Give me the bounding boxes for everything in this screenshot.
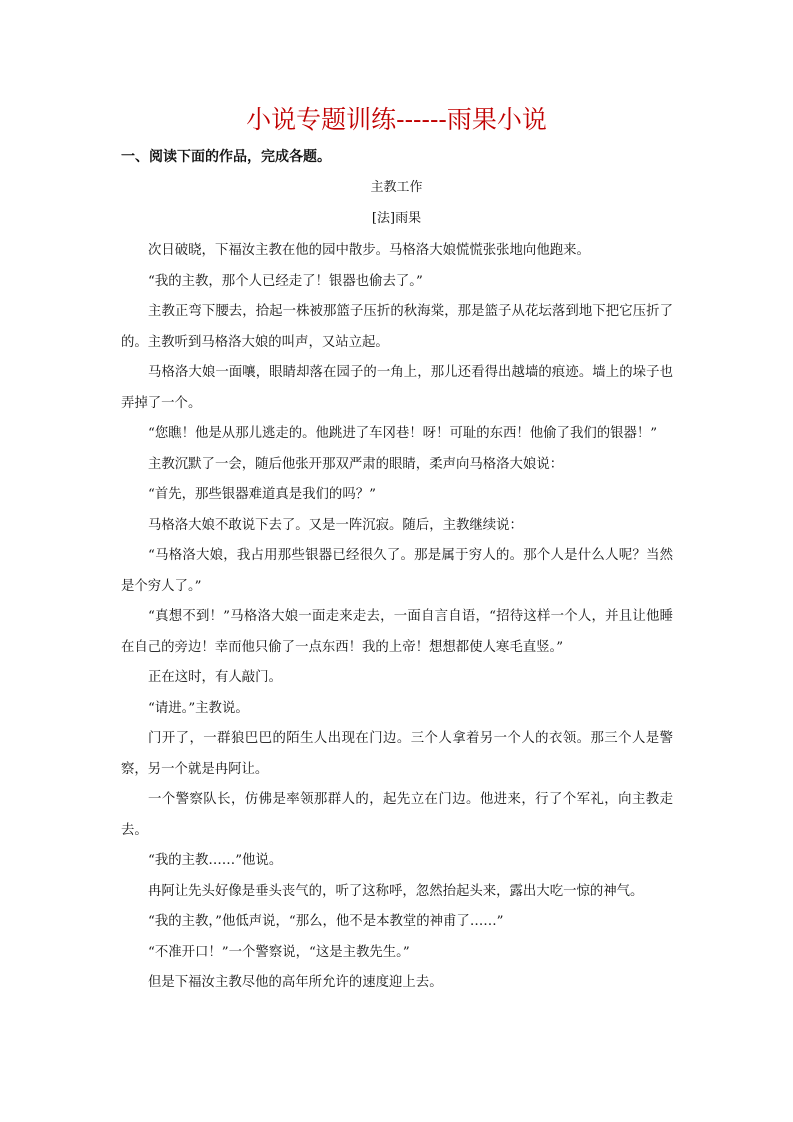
paragraph: 马格洛大娘一面嚷，眼睛却落在园子的一角上，那儿还看得出越墙的痕迹。墙上的垛子也弄掉了一个。 (121, 365, 673, 411)
paragraph: “不准开口！”一个警察说，“这是主教先生。” (148, 944, 410, 960)
story-title: 主教工作 (370, 180, 423, 195)
paragraph: 主教沉默了一会，随后他张开那双严肃的眼睛，柔声向马格洛大娘说： (148, 456, 564, 472)
paragraph: “我的主教，”他低声说，“那么，他不是本教堂的神甫了……” (148, 914, 504, 929)
paragraph: “真想不到！”马格洛大娘一面走来走去，一面自言自语，“招待这样一个人，并且让他睡在自己的旁边！幸而他只偷了一点东西！我的上帝！想想都使人寒毛直竖。” (121, 609, 673, 655)
document-title: 小说专题训练------雨果小说 (246, 105, 547, 134)
paragraph: 正在这时，有人敲门。 (148, 670, 282, 685)
paragraph: 冉阿让先头好像是垂头丧气的，听了这称呼，忽然抬起头来，露出大吃一惊的神气。 (148, 883, 644, 899)
paragraph: 马格洛大娘不敢说下去了。又是一阵沉寂。随后，主教继续说： (148, 517, 523, 533)
paragraph: “首先，那些银器难道真是我们的吗？” (148, 487, 376, 502)
story-author: [法]雨果 (371, 211, 422, 226)
paragraph: 一个警察队长，仿佛是率领那群人的，起先立在门边。他进来，行了个军礼，向主教走去。 (121, 792, 673, 838)
story-body (121, 236, 673, 999)
section-heading: 一、阅读下面的作品，完成各题。 (121, 149, 331, 165)
paragraph: “请进。”主教说。 (148, 700, 249, 716)
paragraph: 次日破晓，下福汝主教在他的园中散步。马格洛大娘慌慌张张地向他跑来。 (148, 243, 590, 258)
paragraph: “马格洛大娘，我占用那些银器已经很久了。那是属于穷人的。那个人是什么人呢？当然是个穷人了。” (121, 548, 673, 594)
paragraph: 但是下福汝主教尽他的高年所允许的速度迎上去。 (148, 975, 443, 990)
paragraph: 门开了，一群狼巴巴的陌生人出现在门边。三个人拿着另一个人的衣领。那三个人是警察，另一个就是冉阿让。 (121, 731, 673, 777)
paragraph: “我的主教……”他说。 (148, 853, 283, 868)
paragraph: “您瞧！他是从那儿逃走的。他跳进了车冈巷！呀！可耻的东西！他偷了我们的银器！” (148, 426, 658, 441)
paragraph: “我的主教，那个人已经走了！银器也偷去了。” (148, 273, 423, 289)
paragraph: 主教正弯下腰去，拾起一株被那篮子压折的秋海棠，那是篮子从花坛落到地下把它压折了的。主教听到马格洛大娘的叫声，又站立起。 (121, 304, 673, 350)
